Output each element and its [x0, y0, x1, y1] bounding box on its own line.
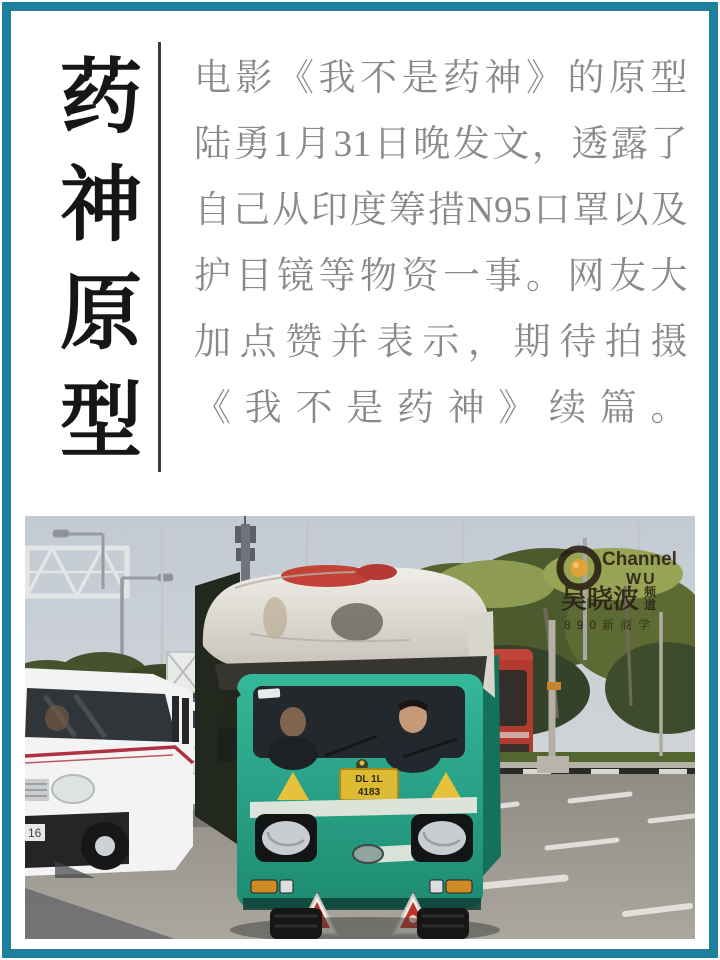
card-border	[2, 2, 718, 958]
intro-line: 自己从印度筹措N95口罩以及	[194, 190, 688, 231]
title-char: 型	[59, 373, 142, 469]
intro-line: 加点赞并表示，期待拍摄	[194, 322, 688, 363]
intro-line: 《我不是药神》续篇。	[194, 388, 688, 429]
watermark-name-tail1: 频	[644, 585, 657, 599]
title-char: 原	[59, 265, 142, 361]
intro-line: 电影《我不是药神》的原型	[194, 58, 688, 99]
intro-line: 陆勇1月31日晚发文，透露了	[194, 124, 688, 165]
watermark-brand-top: Channel	[602, 549, 677, 570]
title-char: 神	[59, 157, 142, 253]
title-char: 药	[59, 49, 142, 145]
watermark-name: 吴晓波	[561, 584, 640, 614]
van-plate: 16	[28, 826, 42, 840]
plate-text-line2: 4183	[357, 787, 381, 798]
watermark-subtitle: 890新商学	[564, 618, 657, 632]
plate-text-line1: DL 1L	[355, 774, 383, 785]
intro-line: 护目镜等物资一事。网友大	[194, 256, 688, 297]
watermark-brand-bottom: WU	[626, 571, 657, 588]
watermark-name-tail2: 道	[644, 598, 657, 612]
